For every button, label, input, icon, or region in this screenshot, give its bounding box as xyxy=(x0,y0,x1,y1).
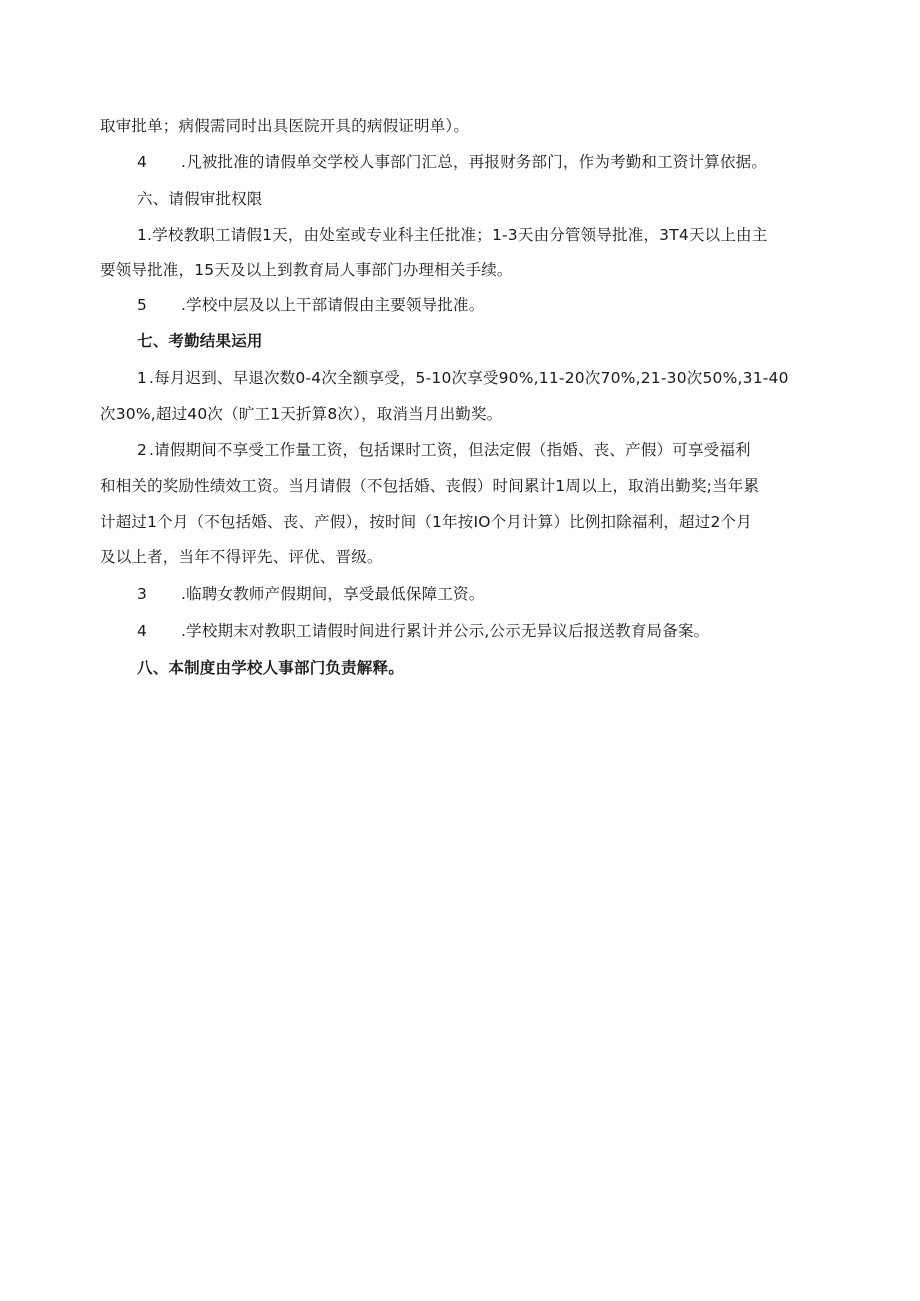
heading-text: 六、请假审批权限 xyxy=(137,190,263,208)
item-text: 和相关的奖励性绩效工资。当月请假（不包括婚、丧假）时间累计1周以上，取消出勤奖;当年累 xyxy=(100,477,760,495)
item-number: 3 xyxy=(137,585,148,603)
item-number: 1 xyxy=(137,369,148,387)
section-heading-8 xyxy=(137,658,877,678)
list-item-continuation xyxy=(100,260,840,280)
section-heading-7 xyxy=(137,331,877,351)
item-number: 4 xyxy=(137,153,148,171)
list-item xyxy=(137,225,877,245)
item-text: 次30%,超过40次（旷工1天折算8次），取消当月出勤奖。 xyxy=(100,405,503,423)
item-text: 要领导批准，15天及以上到教育局人事部门办理相关手续。 xyxy=(100,261,513,279)
item-text: 计超过1个月（不包括婚、丧、产假），按时间（1年按IO个月计算）比例扣除福利，超过2个月 xyxy=(100,513,752,531)
item-text: .临聘女教师产假期间，享受最低保障工资。 xyxy=(181,585,485,603)
list-item-continuation xyxy=(100,512,840,532)
item-number: 5 xyxy=(137,296,148,314)
list-item-continuation xyxy=(100,404,840,424)
list-item xyxy=(137,152,877,172)
item-text: 及以上者，当年不得评先、评优、晋级。 xyxy=(100,548,383,566)
list-item xyxy=(137,621,877,641)
section-heading-6 xyxy=(137,189,877,209)
list-item-continuation xyxy=(100,547,840,567)
item-text: .凡被批准的请假单交学校人事部门汇总，再报财务部门，作为考勤和工资计算依据。 xyxy=(181,153,768,171)
item-text: .每月迟到、早退次数0-4次全额享受，5-10次享受90%,11-20次70%,21-30次50%,31-40 xyxy=(149,369,789,387)
list-item xyxy=(137,584,877,604)
item-text: .请假期间不享受工作量工资，包括课时工资，但法定假（指婚、丧、产假）可享受福利 xyxy=(149,441,751,459)
item-number: 4 xyxy=(137,622,148,640)
list-item xyxy=(137,440,877,460)
list-item-continuation xyxy=(100,476,840,496)
heading-text: 七、考勤结果运用 xyxy=(137,332,263,350)
item-text: 1.学校教职工请假1天，由处室或专业科主任批准；1-3天由分管领导批准，3T4天以上由主 xyxy=(137,226,768,244)
item-text: .学校期末对教职工请假时间进行累计并公示,公示无异议后报送教育局备案。 xyxy=(181,622,710,640)
list-item xyxy=(137,368,877,388)
item-text: .学校中层及以上干部请假由主要领导批准。 xyxy=(181,296,485,314)
text-line: 取审批单；病假需同时出具医院开具的病假证明单）。 xyxy=(100,117,470,135)
heading-text: 八、本制度由学校人事部门负责解释。 xyxy=(137,659,404,677)
list-item xyxy=(137,295,877,315)
paragraph-continuation xyxy=(100,116,840,136)
item-number: 2 xyxy=(137,441,148,459)
